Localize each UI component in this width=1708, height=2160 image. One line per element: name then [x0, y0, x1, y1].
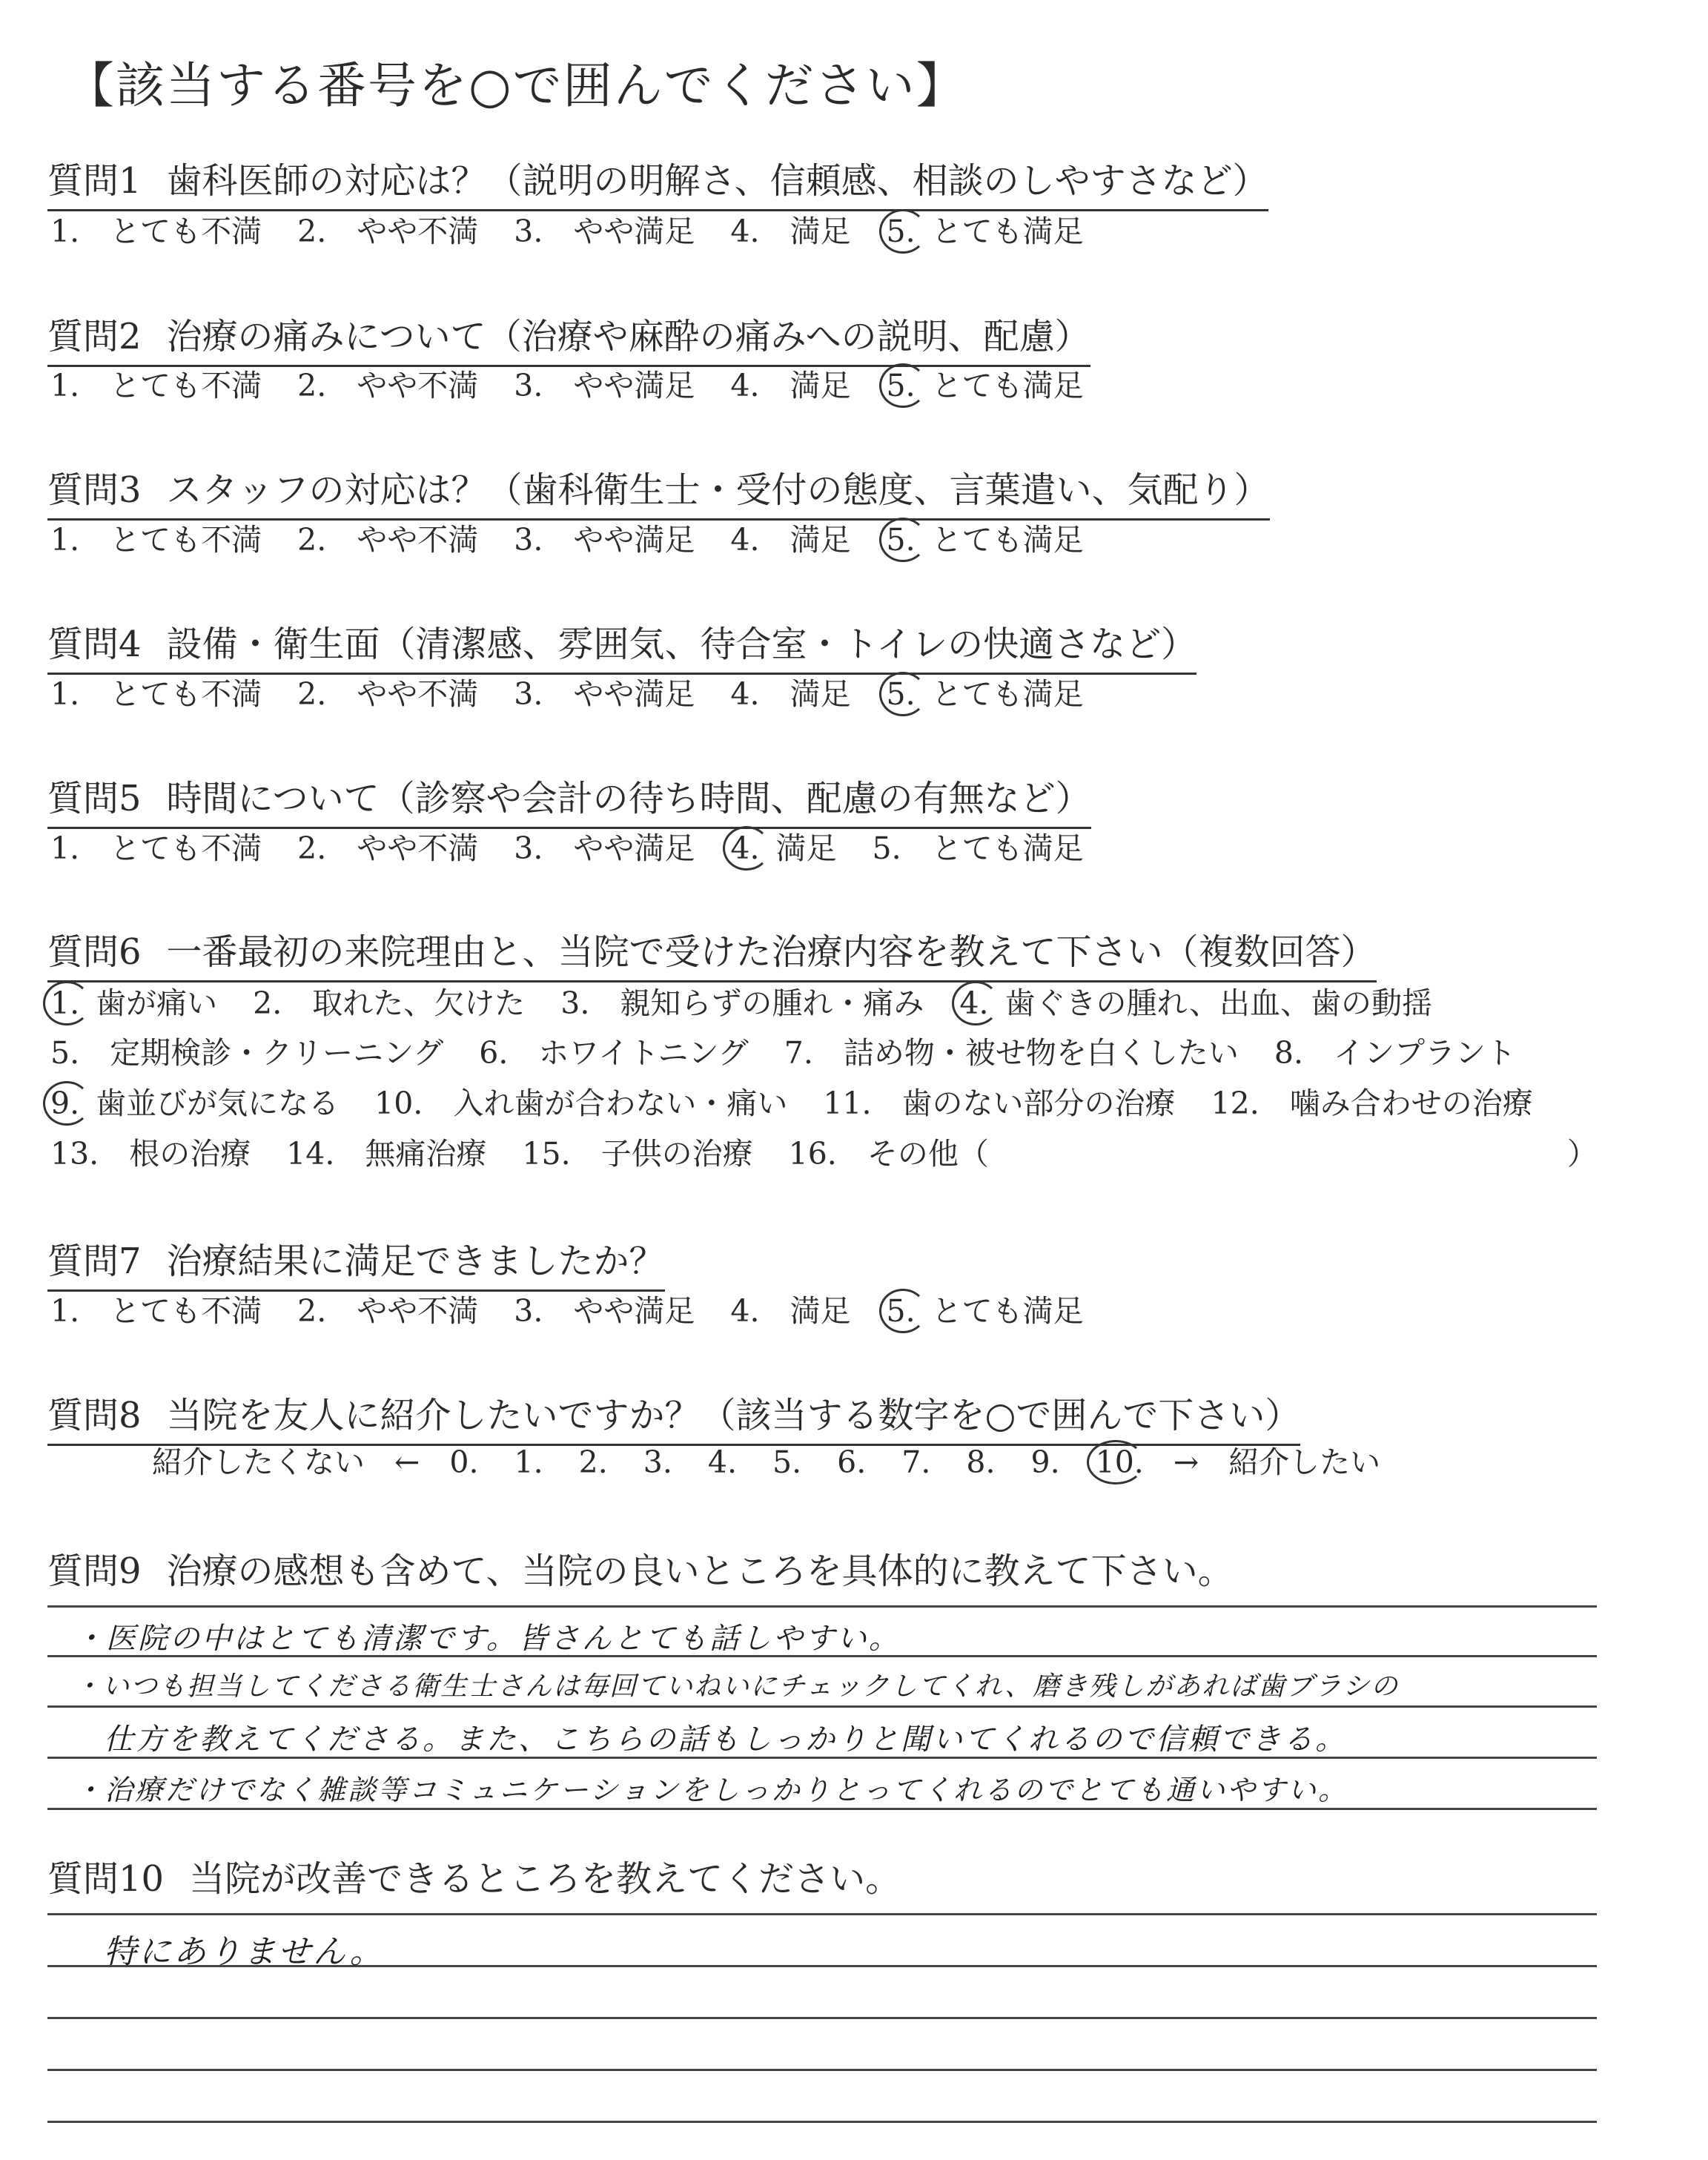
reason-5[interactable]: 5. 定期検診・クリーニング [50, 1035, 444, 1071]
question-8-label: 質問8 [47, 1395, 142, 1436]
question-5-heading [47, 770, 1091, 829]
option-5-number: 5. [886, 214, 916, 249]
answer-rule [47, 1913, 1597, 1915]
reason-4-selected[interactable] [959, 981, 988, 1025]
reason-1-selected[interactable] [50, 981, 79, 1025]
handwritten-answer-line: ・いつも担当してくださる衛生士さんは毎回ていねいにチェックしてくれ、磨き残しがあれば歯ブラシの [74, 1671, 1400, 1702]
right-arrow-icon: → [1173, 1444, 1199, 1480]
reason-8[interactable]: 8. インプラント [1274, 1035, 1516, 1071]
recommend-scale [152, 1440, 1410, 1484]
option-1[interactable]: 1. とても不満 [50, 1293, 262, 1329]
option-5-label: とても満足 [931, 1293, 1084, 1329]
reason-9-label: 歯並びが気になる [96, 1086, 340, 1121]
answer-rule [47, 2069, 1597, 2071]
option-5-selected[interactable] [887, 1289, 916, 1333]
option-4-selected[interactable] [730, 826, 759, 871]
question-7-text: 治療結果に満足できましたか？ [166, 1241, 665, 1282]
selection-circle [1087, 1440, 1145, 1484]
option-1[interactable]: 1. とても不満 [50, 676, 262, 712]
question-9-text: 治療の感想も含めて、当院の良いところを具体的に教えて下さい。 [166, 1550, 1234, 1592]
reason-4-number: 4. [959, 985, 989, 1021]
reason-9-number: 9. [50, 1086, 80, 1121]
option-4[interactable]: 4. 満足 [730, 214, 851, 249]
option-5-selected[interactable] [887, 209, 916, 254]
scale-1[interactable]: 1. [514, 1444, 543, 1480]
option-4-number: 4. [730, 830, 760, 866]
reason-6[interactable]: 6. ホワイトニング [479, 1035, 749, 1071]
scale-5[interactable]: 5. [772, 1444, 802, 1480]
option-5-selected[interactable] [887, 518, 916, 562]
option-5-number: 5. [886, 522, 916, 558]
option-1[interactable]: 1. とても不満 [50, 368, 262, 403]
option-4[interactable]: 4. 満足 [730, 676, 851, 712]
page-title: 【該当する番号を○で囲んでください】 [65, 57, 967, 114]
question-5-label: 質問5 [47, 778, 142, 819]
option-2[interactable]: 2. やや不満 [297, 676, 479, 712]
option-2[interactable]: 2. やや不満 [297, 368, 479, 403]
scale-6[interactable]: 6. [837, 1444, 867, 1480]
question-10-heading [47, 1850, 901, 1907]
question-7-label: 質問7 [47, 1241, 142, 1282]
question-1-text: 歯科医師の対応は？（説明の明解さ、信頼感、相談のしやすさなど） [166, 160, 1268, 202]
scale-right-label: 紹介したい [1228, 1444, 1381, 1480]
reason-9-selected[interactable] [50, 1081, 79, 1126]
handwritten-answer-line: 仕方を教えてくださる。また、こちらの話もしっかりと聞いてくれるので信頼できる。 [104, 1723, 1347, 1757]
option-5-label: とても満足 [931, 214, 1084, 249]
question-9-heading [47, 1542, 1234, 1599]
reason-14[interactable]: 14. 無痛治療 [286, 1136, 487, 1172]
handwritten-answer-line: ・治療だけでなく雑談等コミュニケーションをしっかりとってくれるのでとても通いやすい。 [74, 1774, 1348, 1806]
scale-10-selected[interactable] [1096, 1440, 1144, 1484]
option-5-label: とても満足 [931, 676, 1084, 712]
question-6-row-4 [50, 1132, 1633, 1176]
option-5-number: 5. [886, 1293, 916, 1329]
option-1[interactable]: 1. とても不満 [50, 830, 262, 866]
reason-12[interactable]: 12. 噛み合わせの治療 [1211, 1086, 1533, 1121]
scale-3[interactable]: 3. [643, 1444, 672, 1480]
reason-15[interactable]: 15. 子供の治療 [522, 1136, 753, 1172]
option-4[interactable]: 4. 満足 [730, 368, 851, 403]
answer-rule [47, 1705, 1597, 1708]
question-5-text: 時間について（診察や会計の待ち時間、配慮の有無など） [166, 778, 1091, 819]
scale-10-number: 10. [1095, 1444, 1144, 1480]
question-7-heading [47, 1232, 665, 1292]
question-10-label: 質問10 [47, 1858, 165, 1900]
question-5-options [50, 826, 1119, 871]
question-4-text: 設備・衛生面（清潔感、雰囲気、待合室・トイレの快適さなど） [166, 624, 1197, 665]
handwritten-answer-line: 特にありません。 [104, 1933, 385, 1971]
question-8-text: 当院を友人に紹介したいですか？（該当する数字を○で囲んで下さい） [166, 1395, 1301, 1436]
reason-16-close: ） [1566, 1136, 1598, 1172]
scale-8[interactable]: 8. [966, 1444, 996, 1480]
scale-7[interactable]: 7. [901, 1444, 931, 1480]
reason-10[interactable]: 10. 入れ歯が合わない・痛い [374, 1086, 788, 1121]
option-2[interactable]: 2. やや不満 [297, 1293, 479, 1329]
option-2[interactable]: 2. やや不満 [297, 522, 479, 558]
reason-16[interactable]: 16. その他（ [788, 1136, 989, 1172]
option-5-selected[interactable] [887, 363, 916, 408]
option-4[interactable]: 4. 満足 [730, 1293, 851, 1329]
option-1[interactable]: 1. とても不満 [50, 522, 262, 558]
answer-rule [47, 1605, 1597, 1608]
question-10-text: 当院が改善できるところを教えてください。 [189, 1858, 901, 1900]
question-1-heading [47, 152, 1268, 211]
question-3-heading [47, 461, 1270, 521]
question-6-heading [47, 923, 1377, 982]
question-8-heading [47, 1387, 1300, 1446]
question-7-options [50, 1289, 1119, 1333]
reason-13[interactable]: 13. 根の治療 [50, 1136, 251, 1172]
option-5-label: とても満足 [931, 522, 1084, 558]
reason-4-label: 歯ぐきの腫れ、出血、歯の動揺 [1004, 985, 1432, 1021]
scale-2[interactable]: 2. [578, 1444, 608, 1480]
reason-1-label: 歯が痛い [96, 985, 218, 1021]
option-4-label: 満足 [775, 830, 837, 866]
handwritten-answer-line: ・医院の中はとても清潔です。皆さんとても話しやすい。 [74, 1622, 901, 1656]
option-5-number: 5. [886, 368, 916, 403]
question-2-label: 質問2 [47, 316, 142, 357]
question-2-text: 治療の痛みについて（治療や麻酔の痛みへの説明、配慮） [166, 316, 1090, 357]
question-6-row-2 [50, 1031, 1552, 1075]
question-9-label: 質問9 [47, 1550, 142, 1592]
question-3-label: 質問3 [47, 469, 142, 511]
question-6-row-1 [50, 981, 1468, 1025]
reason-11[interactable]: 11. 歯のない部分の治療 [823, 1086, 1176, 1121]
question-2-heading [47, 308, 1090, 367]
option-5-label: とても満足 [931, 368, 1084, 403]
option-3[interactable]: 3. やや満足 [514, 214, 695, 249]
question-6-label: 質問6 [47, 931, 142, 973]
option-3[interactable]: 3. やや満足 [514, 676, 695, 712]
question-2-options [50, 363, 1119, 408]
question-4-label: 質問4 [47, 624, 142, 665]
answer-rule [47, 2017, 1597, 2019]
option-2[interactable]: 2. やや不満 [297, 214, 479, 249]
answer-rule [47, 1808, 1597, 1810]
left-arrow-icon: ← [394, 1444, 420, 1480]
question-1-label: 質問1 [47, 160, 142, 202]
option-5-number: 5. [886, 676, 916, 712]
reason-3[interactable]: 3. 親知らずの腫れ・痛み [560, 985, 924, 1021]
scale-0[interactable]: 0. [449, 1444, 479, 1480]
reason-2[interactable]: 2. 取れた、欠けた [253, 985, 526, 1021]
scale-4[interactable]: 4. [707, 1444, 737, 1480]
option-1[interactable]: 1. とても不満 [50, 214, 262, 249]
answer-rule [47, 2121, 1597, 2123]
question-4-heading [47, 615, 1196, 675]
option-4[interactable]: 4. 満足 [730, 522, 851, 558]
scale-left-label: 紹介したくない [152, 1444, 365, 1480]
reason-1-number: 1. [50, 985, 80, 1021]
option-3[interactable]: 3. やや満足 [514, 830, 695, 866]
question-6-row-3 [50, 1081, 1569, 1126]
option-2[interactable]: 2. やや不満 [297, 830, 479, 866]
question-3-options [50, 518, 1119, 562]
option-3[interactable]: 3. やや満足 [514, 368, 695, 403]
question-3-text: スタッフの対応は？（歯科衛生士・受付の態度、言葉遣い、気配り） [166, 469, 1270, 511]
reason-7[interactable]: 7. 詰め物・被せ物を白くしたい [784, 1035, 1239, 1071]
question-4-options [50, 672, 1119, 716]
question-1-options [50, 209, 1119, 254]
option-5-selected[interactable] [887, 672, 916, 716]
scale-9[interactable]: 9. [1030, 1444, 1060, 1480]
option-5[interactable]: 5. とても満足 [872, 830, 1084, 866]
option-3[interactable]: 3. やや満足 [514, 522, 695, 558]
option-3[interactable]: 3. やや満足 [514, 1293, 695, 1329]
question-6-text: 一番最初の来院理由と、当院で受けた治療内容を教えて下さい（複数回答） [166, 931, 1377, 973]
